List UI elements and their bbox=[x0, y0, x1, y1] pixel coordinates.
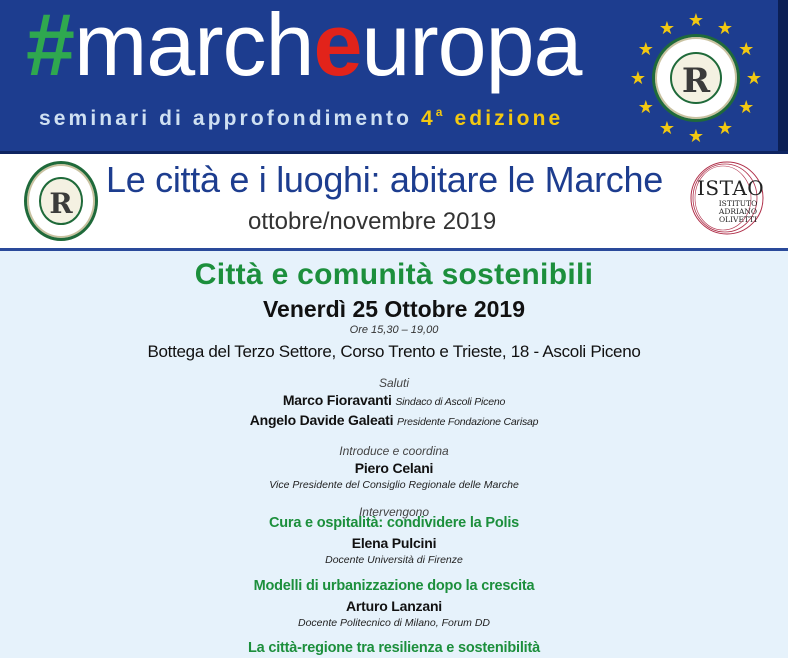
star-icon: ★ bbox=[687, 126, 705, 146]
hashtag-logo bbox=[26, 0, 581, 95]
event-time: Ore 15,30 – 19,00 bbox=[349, 324, 439, 336]
star-icon: ★ bbox=[745, 68, 763, 88]
hashtag-part1: march bbox=[73, 0, 314, 94]
star-icon: ★ bbox=[738, 97, 755, 117]
section-title: Città e comunità sostenibili bbox=[194, 258, 594, 291]
edition-word: edizione bbox=[454, 107, 564, 130]
seminar-title: Le città e i luoghi: abitare le Marche bbox=[106, 159, 663, 200]
talk-topic: Modelli di urbanizzazione dopo la crescita bbox=[253, 578, 535, 594]
seal-monogram: R bbox=[681, 61, 711, 101]
seminar-dates: ottobre/novembre 2019 bbox=[248, 208, 497, 235]
star-icon: ★ bbox=[629, 68, 647, 88]
star-icon: ★ bbox=[687, 10, 705, 30]
talk-topic: La città-regione tra resilienza e sostenibilità bbox=[248, 640, 540, 656]
speaker-role: Presidente Fondazione Carisap bbox=[397, 416, 539, 428]
talk-topic: Cura e ospitalità: condividere la Polis bbox=[268, 515, 520, 531]
saluti-label: Saluti bbox=[378, 376, 410, 390]
talk-speaker-name: Elena Pulcini bbox=[351, 535, 437, 551]
hashtag-e: e bbox=[313, 0, 362, 94]
event-date: Venerdì 25 Ottobre 2019 bbox=[262, 296, 526, 322]
star-icon: ★ bbox=[658, 17, 676, 38]
star-icon: ★ bbox=[658, 118, 676, 139]
edition-sup: a bbox=[435, 105, 446, 119]
speaker-line bbox=[0, 412, 788, 428]
seal-monogram: R bbox=[49, 187, 73, 220]
talk-speaker-name: Arturo Lanzani bbox=[346, 598, 442, 614]
star-icon: ★ bbox=[738, 39, 755, 59]
speaker-name: Marco Fioravanti bbox=[282, 392, 392, 408]
star-icon: ★ bbox=[637, 39, 654, 59]
coordinator-name: Piero Celani bbox=[354, 460, 434, 476]
star-icon: ★ bbox=[637, 97, 654, 117]
talk-speaker-role: Docente Università di Firenze bbox=[325, 554, 463, 566]
star-icon: ★ bbox=[716, 17, 734, 38]
eu-stars-ring bbox=[630, 12, 762, 144]
speaker-name: Angelo Davide Galeati bbox=[249, 412, 394, 428]
subtitle-text: seminari di approfondimento bbox=[39, 107, 413, 130]
series-subtitle bbox=[39, 105, 563, 131]
coordinator-role: Vice Presidente del Consiglio Regionale delle Marche bbox=[269, 479, 519, 491]
talk-speaker-role: Docente Politecnico di Milano, Forum DD bbox=[298, 617, 490, 629]
regional-council-seal-right bbox=[652, 34, 740, 122]
hashtag-part2: uropa bbox=[361, 0, 582, 94]
istao-name: ISTAO bbox=[697, 176, 765, 200]
coordina-label: Introduce e coordina bbox=[339, 444, 449, 458]
istao-logo bbox=[685, 158, 769, 238]
event-venue: Bottega del Terzo Settore, Corso Trento e Trieste, 18 - Ascoli Piceno bbox=[147, 342, 641, 361]
header-edge bbox=[778, 0, 788, 151]
edition-number: 4 bbox=[421, 107, 436, 130]
intervengono-label: Intervengono bbox=[358, 505, 430, 519]
edition-label bbox=[421, 107, 563, 130]
speaker-role: Sindaco di Ascoli Piceno bbox=[395, 396, 506, 408]
regional-council-seal-left bbox=[24, 161, 98, 241]
star-icon: ★ bbox=[716, 118, 734, 139]
istao-subtitle: ISTITUTO ADRIANO OLIVETTI bbox=[718, 199, 758, 224]
hashtag-hash: # bbox=[26, 0, 74, 94]
speaker-line bbox=[0, 392, 788, 408]
